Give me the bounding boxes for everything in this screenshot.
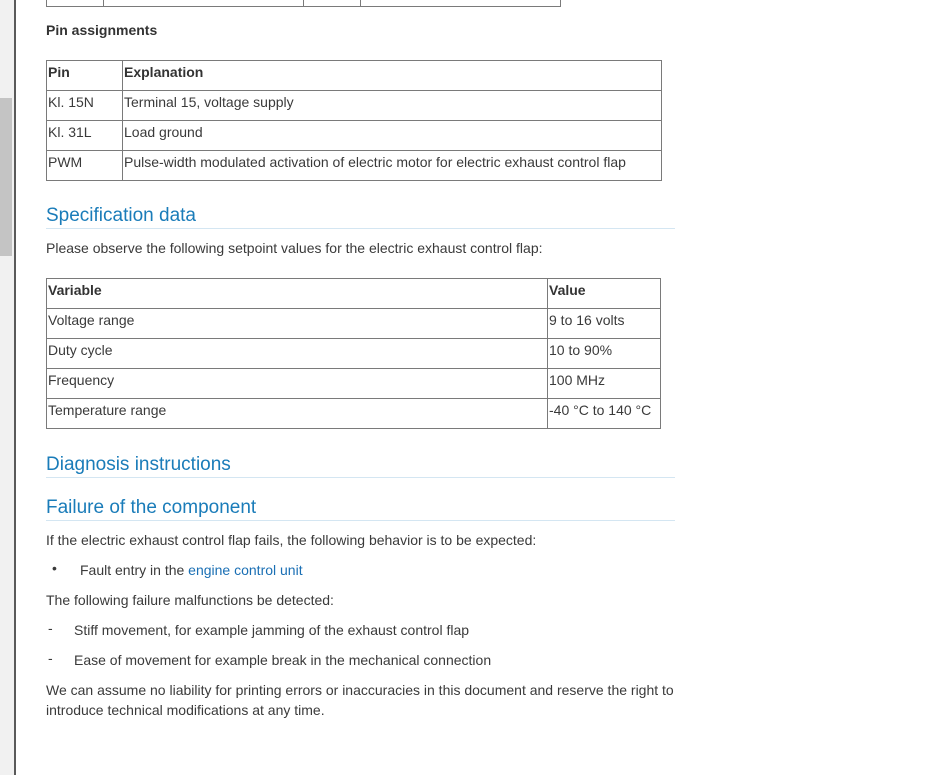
variable-cell: Voltage range xyxy=(47,309,548,339)
disclaimer-text: We can assume no liability for printing errors or inaccuracies in this document and reserve the right to introduce technical modifications at any time. xyxy=(46,682,674,718)
explanation-cell: Load ground xyxy=(123,121,662,151)
pin-cell: Kl. 31L xyxy=(47,121,123,151)
explanation-cell: Terminal 15, voltage supply xyxy=(123,91,662,121)
table-row xyxy=(47,121,662,151)
value-cell: 10 to 90% xyxy=(548,339,661,369)
previous-table-fragment xyxy=(46,0,561,7)
table-header-row xyxy=(47,279,661,309)
pin-cell: PWM xyxy=(47,151,123,181)
failure-detect-intro: The following failure malfunctions be detected: xyxy=(46,592,334,608)
explanation-cell: Pulse-width modulated activation of electric motor for electric exhaust control flap xyxy=(123,151,662,181)
failure-intro: If the electric exhaust control flap fails, the following behavior is to be expected: xyxy=(46,532,537,548)
value-cell: -40 °C to 140 °C xyxy=(548,399,661,429)
table-row xyxy=(47,399,661,429)
table-row xyxy=(47,309,661,339)
table-row xyxy=(47,151,662,181)
scrollbar-thumb[interactable] xyxy=(0,98,12,256)
engine-control-unit-link[interactable]: engine control unit xyxy=(188,562,303,578)
pin-assignments-heading: Pin assignments xyxy=(46,22,158,38)
list-item: Stiff movement, for example jamming of the exhaust control flap xyxy=(74,622,470,638)
table-row xyxy=(47,91,662,121)
column-header-variable: Variable xyxy=(47,279,548,309)
table-row xyxy=(47,369,661,399)
bullet-text: Fault entry in the xyxy=(80,562,189,578)
specification-intro: Please observe the following setpoint values for the electric exhaust control flap: xyxy=(46,240,543,256)
variable-cell: Duty cycle xyxy=(47,339,548,369)
specification-data-heading: Specification data xyxy=(46,205,675,229)
bullet-marker: • xyxy=(52,560,57,576)
variable-cell: Temperature range xyxy=(47,399,548,429)
window-border xyxy=(14,0,16,775)
table-row xyxy=(47,339,661,369)
dash-marker: - xyxy=(48,620,53,636)
list-item xyxy=(80,560,670,580)
column-header-explanation: Explanation xyxy=(123,61,662,91)
column-header-value: Value xyxy=(548,279,661,309)
failure-of-component-heading: Failure of the component xyxy=(46,497,675,521)
pin-table xyxy=(46,60,662,181)
value-cell: 9 to 16 volts xyxy=(548,309,661,339)
table-header-row xyxy=(47,61,662,91)
value-cell: 100 MHz xyxy=(548,369,661,399)
pin-cell: Kl. 15N xyxy=(47,91,123,121)
list-item: Ease of movement for example break in the mechanical connection xyxy=(74,652,492,668)
variable-cell: Frequency xyxy=(47,369,548,399)
specification-table xyxy=(46,278,661,429)
diagnosis-instructions-heading: Diagnosis instructions xyxy=(46,454,675,478)
column-header-pin: Pin xyxy=(47,61,123,91)
dash-marker: - xyxy=(48,650,53,666)
